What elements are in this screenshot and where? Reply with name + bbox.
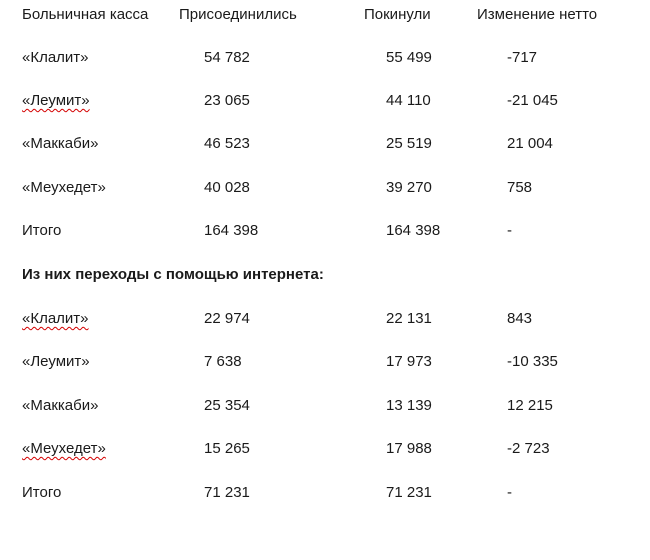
joined-total: 164 398 — [204, 222, 259, 239]
joined-value: 54 782 — [204, 49, 250, 66]
net-value: 12 215 — [507, 397, 553, 414]
fund-name: «Меухедет» — [22, 179, 106, 196]
joined-value: 7 638 — [204, 353, 242, 370]
net-value: 758 — [507, 179, 533, 196]
table-row — [0, 438, 650, 460]
table-total-row — [0, 482, 650, 504]
fund-name: «Клалит» — [22, 49, 89, 66]
table-row — [0, 395, 650, 417]
fund-name: «Маккаби» — [22, 397, 99, 414]
joined-total: 71 231 — [204, 484, 250, 501]
header-left: Покинули — [364, 6, 431, 23]
header-joined: Присоединились — [179, 6, 297, 23]
joined-value: 46 523 — [204, 135, 250, 152]
joined-value: 40 028 — [204, 179, 250, 196]
left-total: 164 398 — [386, 222, 441, 239]
table-total-row — [0, 220, 650, 242]
joined-value: 23 065 — [204, 92, 250, 109]
fund-name: «Леумит» — [22, 353, 90, 370]
net-total: - — [507, 222, 512, 239]
table-row — [0, 177, 650, 199]
table-row — [0, 47, 650, 69]
left-value: 17 988 — [386, 440, 432, 457]
left-total: 71 231 — [386, 484, 432, 501]
fund-name: «Леумит» — [22, 92, 90, 109]
table-row — [0, 351, 650, 373]
fund-name: «Маккаби» — [22, 135, 99, 152]
left-value: 25 519 — [386, 135, 432, 152]
left-value: 55 499 — [386, 49, 432, 66]
table-row — [0, 133, 650, 155]
left-value: 39 270 — [386, 179, 432, 196]
net-value: -2 723 — [507, 440, 550, 457]
left-value: 13 139 — [386, 397, 432, 414]
left-value: 17 973 — [386, 353, 432, 370]
table-row — [0, 308, 650, 330]
table-row — [0, 90, 650, 112]
table-header-row — [0, 4, 650, 26]
joined-value: 25 354 — [204, 397, 250, 414]
total-label: Итого — [22, 222, 62, 239]
net-value: 21 004 — [507, 135, 553, 152]
total-label: Итого — [22, 484, 62, 501]
header-fund: Больничная касса — [22, 6, 149, 23]
left-value: 44 110 — [386, 92, 431, 109]
net-total: - — [507, 484, 512, 501]
net-value: 843 — [507, 310, 533, 327]
header-net-change: Изменение нетто — [477, 6, 598, 23]
section-title: Из них переходы с помощью интернета: — [22, 266, 324, 283]
net-value: -21 045 — [507, 92, 558, 109]
joined-value: 22 974 — [204, 310, 250, 327]
net-value: -717 — [507, 49, 538, 66]
net-value: -10 335 — [507, 353, 558, 370]
fund-name: «Клалит» — [22, 310, 89, 327]
joined-value: 15 265 — [204, 440, 250, 457]
fund-name: «Меухедет» — [22, 440, 106, 457]
left-value: 22 131 — [386, 310, 432, 327]
